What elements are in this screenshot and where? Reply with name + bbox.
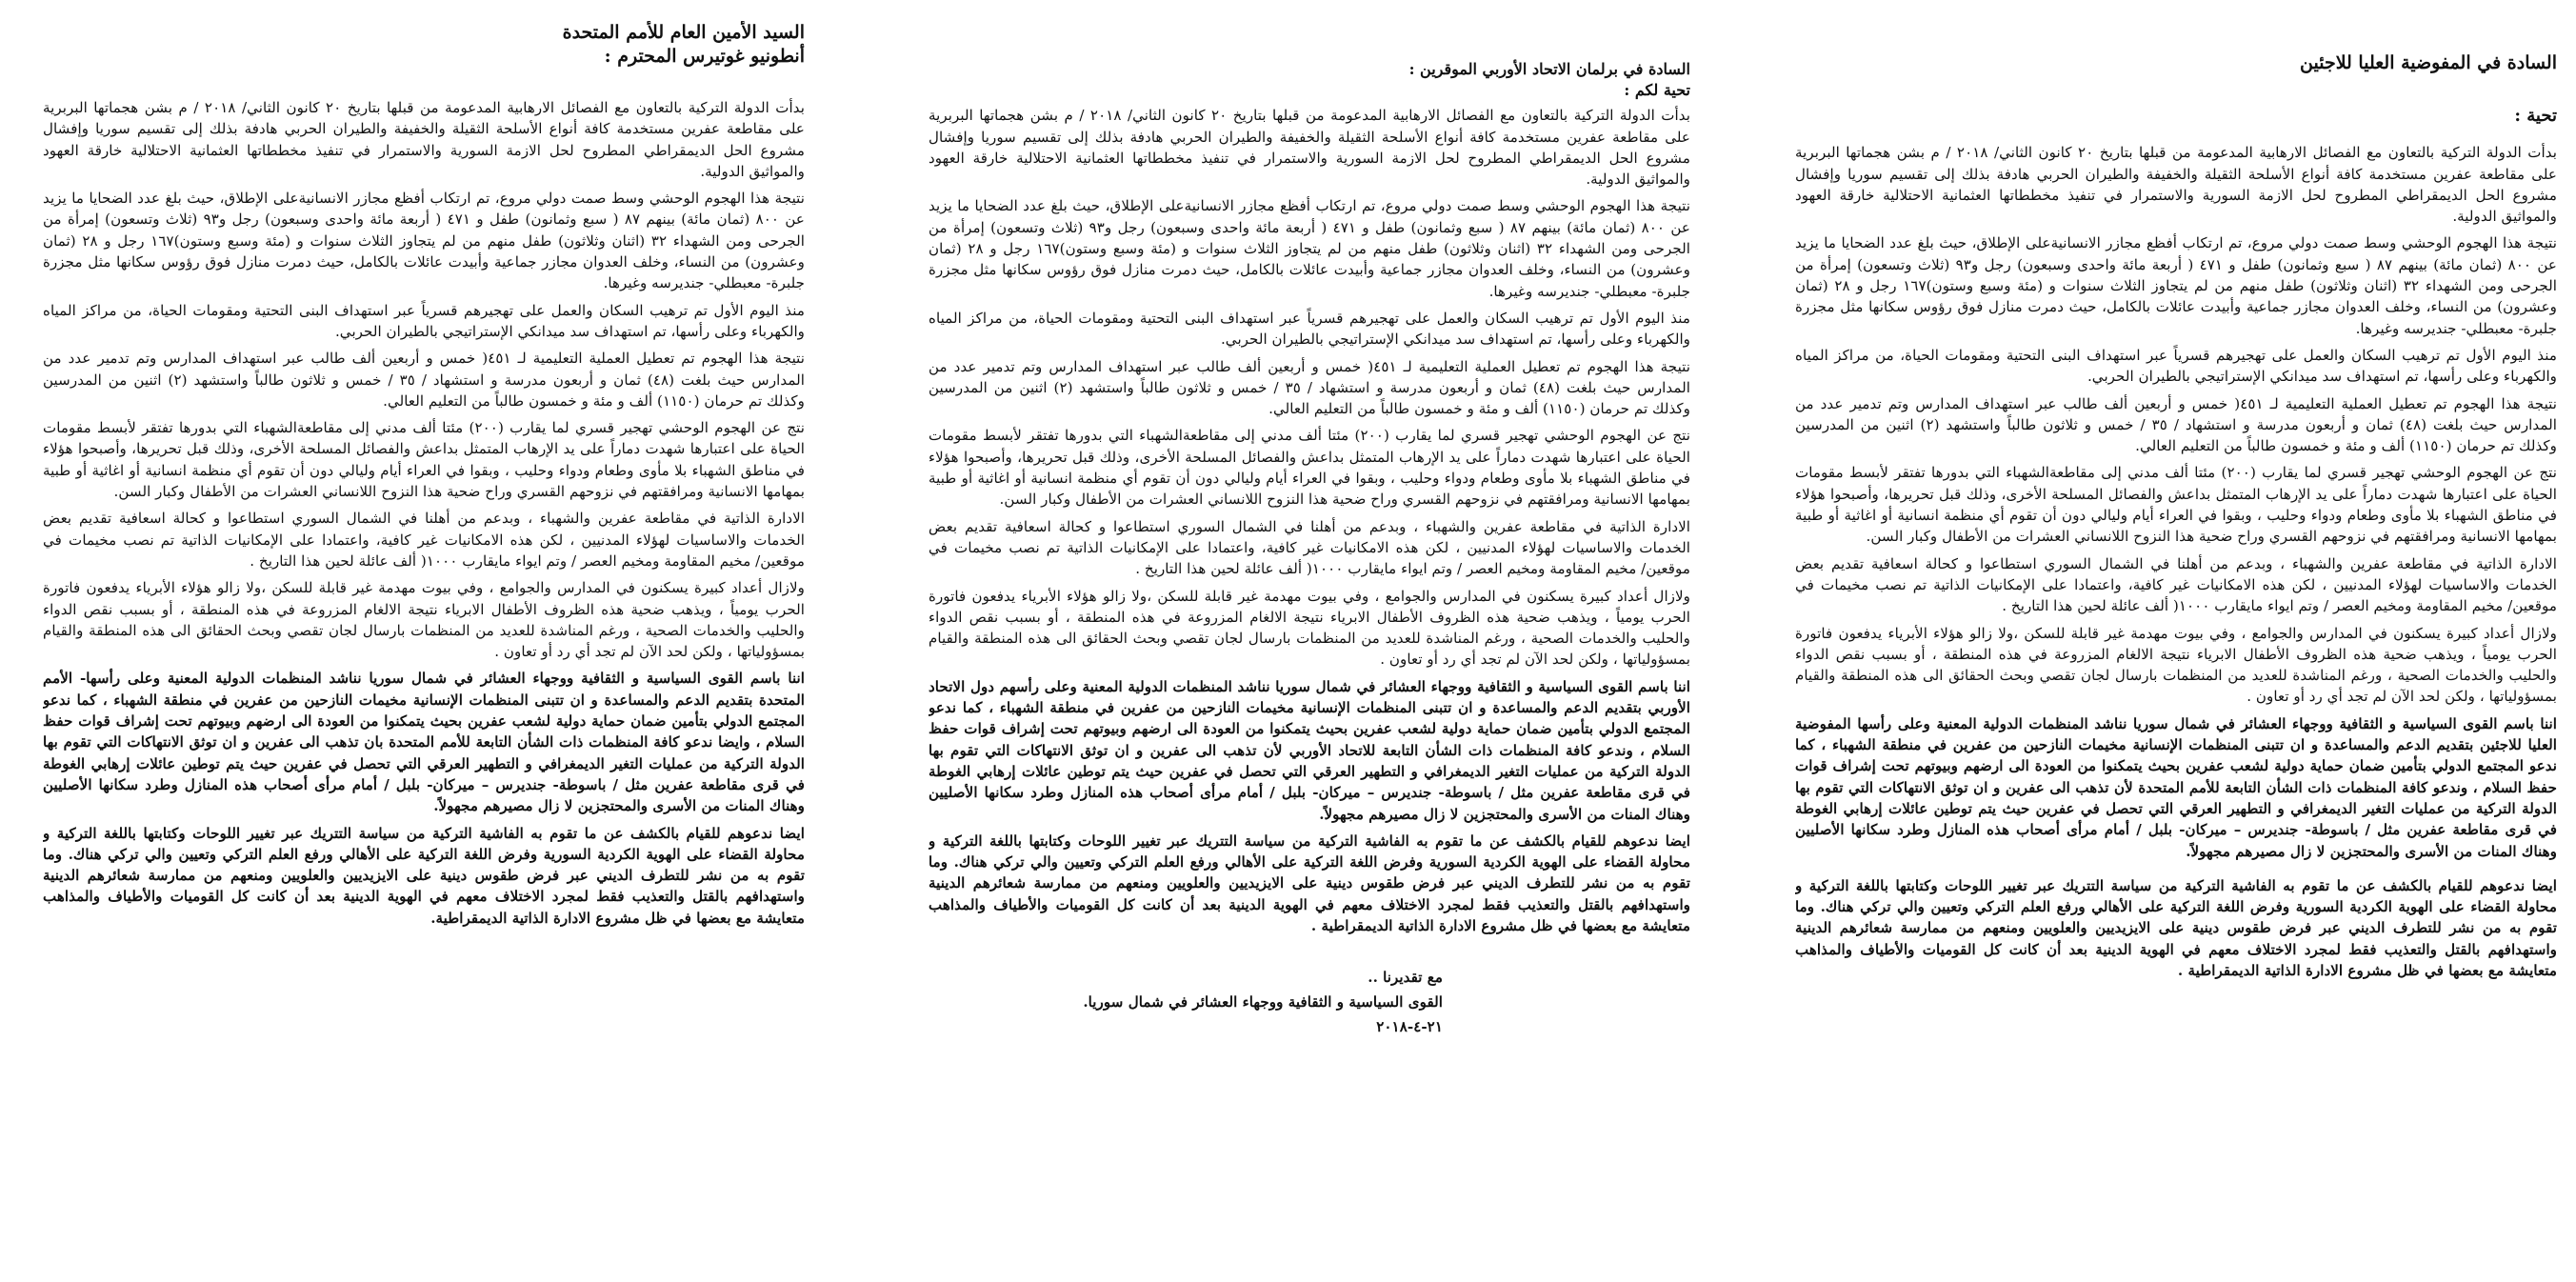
body-paragraph: نتيجة هذا الهجوم تم تعطيل العملية التعليمية لـ ٤٥١( خمس و أربعين ألف طالب عبر استهداف المدارس وتم تدمير عدد من المدارس حيث بلغت (٤٨) ثمان و أربعون مدرسة و استشهاد / ٣٥ / خمس و ثلاثون طالباً واستشهد (٢) اثنين من المدرسين وكذلك تم حرمان (١١٥٠) ألف و مئة و خمسون طالباً من التعليم العالي.: [43, 350, 805, 410]
letter-greeting: تحية لكم :: [1624, 81, 1690, 99]
body-paragraph: نتيجة هذا الهجوم تم تعطيل العملية التعليمية لـ ٤٥١( خمس و أربعين ألف طالب عبر استهداف المدارس وتم تدمير عدد من المدارس حيث بلغت (٤٨) ثمان و أربعون مدرسة و استشهاد / ٣٥ / خمس و ثلاثون طالباً واستشهد (٢) اثنين من المدرسين وكذلك تم حرمان (١١٥٠) ألف و مئة و خمسون طالباً من التعليم العالي.: [929, 357, 1690, 418]
body-paragraph: بدأت الدولة التركية بالتعاون مع الفصائل الارهابية المدعومة من قبلها بتاريخ ٢٠ كانون الثاني/ ٢٠١٨ / م بشن هجماتها البربرية على مقاطعة عفرين مستخدمة كافة أنواع الأسلحة الثقيلة والخفيفة والطيران الحربي هادفة بذلك إلى تقسيم سوريا وإفشال مشروع الحل الديمقراطي المطروح لحل الازمة السورية والاستمرار في تنفيذ مخططاتها العثمانية الاحتلالية خارقة العهود والمواثيق الدولية.: [929, 107, 1690, 189]
body-paragraph: ولازال أعداد كبيرة يسكنون في المدارس والجوامع ، وفي بيوت مهدمة غير قابلة للسكن ،ولا زالو هؤلاء الأبرياء يدفعون فاتورة الحرب يومياً ، ويذهب ضحية هذه الظروف الأطفال الابرياء نتيجة الالغام المزروعة في هذه المنطقة ، أو بسبب نقص الدواء والحليب والخدمات الصحية ، ورغم المناشدة للعديد من المنظمات بارسال لجان تقصي وبحث الحقائق الى هذه المنطقة والقيام بمسؤولياتها ، ولكن لحد الآن لم تجد أي رد أو تعاون .: [929, 587, 1690, 669]
letter-addressee: السادة في المفوضية العليا للاجئين: [2300, 52, 2557, 73]
appeal-paragraph: ايضا ندعوهم للقيام بالكشف عن ما تقوم به الفاشية التركية من سياسة التتريك عبر تغيير اللوحات وكتابتها باللغة التركية و محاولة القضاء على الهوية الكردية السورية وفرض اللغة التركية على الأهالي ورفع العلم التركي وتعيين والي تركي هناك. وما تقوم به من نشر للتطرف الديني عبر فرض طقوس دينية على الايزيديين والعلويين ومنعهم من ممارسة شعائرهم الدينية واستهدافهم بالقتل والتعذيب فقط لمجرد الاختلاف معهم في الهوية الدينية بعد أن كانت كل القوميات والأطياف والمذاهب متعايشة مع بعضها في ظل مشروع الادارة الذاتية الديمقراطية .: [929, 831, 1690, 934]
body-paragraph: ولازال أعداد كبيرة يسكنون في المدارس والجوامع ، وفي بيوت مهدمة غير قابلة للسكن ،ولا زالو هؤلاء الأبرياء يدفعون فاتورة الحرب يومياً ، ويذهب ضحية هذه الظروف الأطفال الابرياء نتيجة الالغام المزروعة في هذه المنطقة ، أو بسبب نقص الدواء والحليب والخدمات الصحية ، ورغم المناشدة للعديد من المنظمات بارسال لجان تقصي وبحث الحقائق الى هذه المنطقة والقيام بمسؤولياتها ، ولكن لحد الآن لم تجد أي رد أو تعاون .: [43, 579, 805, 661]
appeal-paragraph: ايضا ندعوهم للقيام بالكشف عن ما تقوم به الفاشية التركية من سياسة التتريك عبر تغيير اللوحات وكتابتها باللغة التركية و محاولة القضاء على الهوية الكردية السورية وفرض اللغة التركية على الأهالي ورفع العلم التركي وتعيين والي تركي هناك. وما تقوم به من نشر للتطرف الديني عبر فرض طقوس دينية على الايزيديين والعلويين ومنعهم من ممارسة شعائرهم الدينية واستهدافهم بالقتل والتعذيب فقط لمجرد الاختلاف معهم في الهوية الدينية بعد أن كانت كل القوميات والأطياف والمذاهب متعايشة مع بعضها في ظل مشروع الادارة الذاتية الديمقراطية.: [43, 824, 805, 927]
body-paragraph: نتج عن الهجوم الوحشي تهجير قسري لما يقارب (٢٠٠) مئتا ألف مدني إلى مقاطعةالشهباء التي بدورها تفتقر لأبسط مقومات الحياة على اعتبارها شهدت دماراً على يد الإرهاب المتمثل بداعش والفصائل المسلحة الأخرى، وذلك قبل تحريرها، وأصبحوا هؤلاء في مناطق الشهباء بلا مأوى وطعام ودواء وحليب ، وبقوا في العراء أيام وليالي دون أن تقوم أي منظمة انسانية أو اغاثية أو طبية بمهامها الانسانية ومرافقتهم في نزوحهم القسري وراح ضحية هذا النزوح اللانساني العشرات من الأطفال وكبار السن.: [929, 427, 1690, 509]
letter-eu: [929, 21, 1690, 1274]
body-paragraph: نتيجة هذا الهجوم الوحشي وسط صمت دولي مروع، تم ارتكاب أفظع مجازر الانسانيةعلى الإطلاق، حيث بلغ عدد الضحايا ما يزيد عن ٨٠٠ (ثمان مائة) بينهم ٨٧ ( سبع وثمانون) طفل و ٤٧١ ( أربعة مائة واحدى وسبعون) رجل و٩٣ (ثلاث وتسعون) إمرأة من الجرحى ومن الشهداء ٣٢ (اثنان وثلاثون) طفل منهم من لم يتجاوز الثلاث سنوات و (مئة وسبع وستون)١٦٧ رجل و ٢٨ (ثمان وعشرون) من النساء، وخلف العدوان مجازر جماعية وأبيدت عائلات بالكامل، حيث دمرت منازل فوق رؤوس سكانها مثل مجزرة جلبرة- معبطلي- جنديرسه وغيرها.: [1795, 234, 2557, 337]
letter-addressee-name: أنطونيو غوتيرس المحترم :: [604, 46, 805, 67]
letter-date: ٢١-٤-٢٠١٨: [1376, 1018, 1443, 1036]
body-paragraph: ولازال أعداد كبيرة يسكنون في المدارس والجوامع ، وفي بيوت مهدمة غير قابلة للسكن ،ولا زالو هؤلاء الأبرياء يدفعون فاتورة الحرب يومياً ، ويذهب ضحية هذه الظروف الأطفال الابرياء نتيجة الالغام المزروعة في هذه المنطقة ، أو بسبب نقص الدواء والحليب والخدمات الصحية ، ورغم المناشدة للعديد من المنظمات بارسال لجان تقصي وبحث الحقائق الى هذه المنطقة والقيام بمسؤولياتها ، ولكن لحد الآن لم تجد أي رد أو تعاون .: [1795, 624, 2557, 706]
letter-un-sg: [43, 21, 805, 1274]
body-paragraph: نتج عن الهجوم الوحشي تهجير قسري لما يقارب (٢٠٠) مئتا ألف مدني إلى مقاطعةالشهباء التي بدورها تفتقر لأبسط مقومات الحياة على اعتبارها شهدت دماراً على يد الإرهاب المتمثل بداعش والفصائل المسلحة الأخرى، وذلك قبل تحريرها، وأصبحوا هؤلاء في مناطق الشهباء بلا مأوى وطعام ودواء وحليب ، وبقوا في العراء أيام وليالي دون أن تقوم أي منظمة انسانية أو اغاثية أو طبية بمهامها الانسانية ومرافقتهم في نزوحهم القسري وراح ضحية هذا النزوح اللانساني العشرات من الأطفال وكبار السن.: [43, 419, 805, 501]
body-paragraph: نتيجة هذا الهجوم تم تعطيل العملية التعليمية لـ ٤٥١( خمس و أربعين ألف طالب عبر استهداف المدارس وتم تدمير عدد من المدارس حيث بلغت (٤٨) ثمان و أربعون مدرسة و استشهاد / ٣٥ / خمس و ثلاثون طالباً واستشهد (٢) اثنين من المدرسين وكذلك تم حرمان (١١٥٠) ألف و مئة و خمسون طالباً من التعليم العالي.: [1795, 394, 2557, 455]
body-paragraph: نتيجة هذا الهجوم الوحشي وسط صمت دولي مروع، تم ارتكاب أفظع مجازر الانسانيةعلى الإطلاق، حيث بلغ عدد الضحايا ما يزيد عن ٨٠٠ (ثمان مائة) بينهم ٨٧ ( سبع وثمانون) طفل و ٤٧١ ( أربعة مائة واحدى وسبعون) رجل و٩٣ (ثلاث وتسعون) إمرأة من الجرحى ومن الشهداء ٣٢ (اثنان وثلاثون) طفل منهم من لم يتجاوز الثلاث سنوات و (مئة وسبع وستون)١٦٧ رجل و ٢٨ (ثمان وعشرون) من النساء، وخلف العدوان مجازر جماعية وأبيدت عائلات بالكامل، حيث دمرت منازل فوق رؤوس سكانها مثل مجزرة جلبرة- معبطلي- جنديرسه وغيرها.: [929, 197, 1690, 300]
letter-greeting: تحية :: [2514, 106, 2557, 126]
body-paragraph: الادارة الذاتية في مقاطعة عفرين والشهباء ، وبدعم من أهلنا في الشمال السوري استطاعوا و كحالة اسعافية تقديم بعض الخدمات والاساسيات لهؤلاء المدنيين ، لكن هذه الامكانيات غير كافية، واعتمادا على الإمكانيات الذاتية تم نصب مخيمات في موقعين/ مخيم المقاومة ومخيم العصر / وتم ايواء مايقارب ١٠٠٠( ألف عائلة لحين هذا التاريخ .: [1795, 554, 2557, 615]
appeal-paragraph: اننا باسم القوى السياسية و الثقافية ووجهاء العشائر في شمال سوريا نناشد المنظمات الدولية المعنية وعلى رأسهم دول الاتحاد الأوربي بتقديم الدعم والمساعدة و ان تتبنى المنظمات الإنسانية مخيمات النازحين من عفرين في منطقة الشهباء ، كما ندعو المجتمع الدولي بتأمين ضمان حماية دولية لشعب عفرين بحيث يتمكنوا من العودة الى ارضهم وبيوتهم تحت إشراف قوات حفظ السلام ، وندعو كافة المنظمات ذات الشأن التابعة للاتحاد الأوربي لأن تذهب الى عفرين و ان توثق الانتهاكات التي تقوم بها الدولة التركية من عمليات التغير الديمغرافي و التطهير العرقي التي تحصل في عفرين حيث يتم توطين عائلات إرهابي الغوطة في قرى مقاطعة عفرين مثل / باسوطة- جنديرس – ميركان- بلبل / أمام مرأى أصحاب هذه المنازل وطرد سكانها الأصليين وهناك المنات من الأسرى والمحتجزين لا زال مصيرهم مجهولاً.: [929, 677, 1690, 823]
appeal-paragraph: اننا باسم القوى السياسية و الثقافية ووجهاء العشائر في شمال سوريا نناشد المنظمات الدولية المعنية وعلى رأسها- الأمم المتحدة بتقديم الدعم والمساعدة و ان تتبنى المنظمات الإنسانية مخيمات النازحين من عفرين في منطقة الشهباء ، كما ندعو المجتمع الدولي بتأمين ضمان حماية دولية لشعب عفرين بحيث يتمكنوا من العودة الى ارضهم وبيوتهم تحت إشراف قوات حفظ السلام ، وايضا ندعو كافة المنظمات ذات الشأن التابعة للأمم المتحدة بان تذهب الى عفرين و ان توثق الانتهاكات التي تقوم بها الدولة التركية من عمليات التغير الديمغرافي و التطهير العرقي التي تحصل في عفرين حيث يتم توطين عائلات إرهابي الغوطة في قرى مقاطعة عفرين مثل / باسوطة- جنديرس – ميركان- بلبل / أمام مرأى أصحاب هذه المنازل وطرد سكانها الأصليين وهناك المنات من الأسرى والمحتجزين لا زال مصيرهم مجهولاً.: [43, 670, 805, 815]
body-paragraph: نتج عن الهجوم الوحشي تهجير قسري لما يقارب (٢٠٠) مئتا ألف مدني إلى مقاطعةالشهباء التي بدورها تفتقر لأبسط مقومات الحياة على اعتبارها شهدت دماراً على يد الإرهاب المتمثل بداعش والفصائل المسلحة الأخرى، وذلك قبل تحريرها، وأصبحوا هؤلاء في مناطق الشهباء بلا مأوى وطعام ودواء وحليب ، وبقوا في العراء أيام وليالي دون أن تقوم أي منظمة انسانية أو اغاثية أو طبية بمهامها الانسانية ومرافقتهم في نزوحهم القسري وراح ضحية هذا النزوح اللانساني العشرات من الأطفال وكبار السن.: [1795, 464, 2557, 546]
letter-addressee: السادة في برلمان الاتحاد الأوربي الموقرين :: [1408, 60, 1690, 78]
body-paragraph: الادارة الذاتية في مقاطعة عفرين والشهباء ، وبدعم من أهلنا في الشمال السوري استطاعوا و كحالة اسعافية تقديم بعض الخدمات والاساسيات لهؤلاء المدنيين ، لكن هذه الامكانيات غير كافية، واعتمادا على الإمكانيات الذاتية تم نصب مخيمات في موقعين/ مخيم المقاومة ومخيم العصر / وتم ايواء مايقارب ١٠٠٠( ألف عائلة لحين هذا التاريخ .: [929, 517, 1690, 578]
letter-unhcr: [1795, 21, 2557, 1274]
signatory: القوى السياسية و الثقافية ووجهاء العشائر في شمال سوريا.: [1083, 993, 1443, 1012]
appeal-paragraph: اننا باسم القوى السياسية و الثقافية ووجهاء العشائر في شمال سوريا نناشد المنظمات الدولية المعنية وعلى رأسها المفوضية العليا للاجئين بتقديم الدعم والمساعدة و ان تتبنى المنظمات الإنسانية مخيمات النازحين من عفرين في منطقة الشهباء ، كما ندعو المجتمع الدولي بتأمين ضمان حماية دولية لشعب عفرين بحيث يتمكنوا من العودة الى ارضهم وبيوتهم تحت إشراف قوات حفظ السلام ، وندعو كافة المنظمات ذات الشأن التابعة للأمم المتحدة لأن تذهب الى عفرين و ان توثق الانتهاكات التي تقوم بها الدولة التركية من عمليات التغير الديمغرافي و التطهير العرقي التي تحصل في عفرين حيث يتم توطين عائلات إرهابي الغوطة في قرى مقاطعة عفرين مثل / باسوطة- جنديرس – ميركان- بلبل / أمام مرأى أصحاب هذه المنازل وطرد سكانها الأصليين وهناك المنات من الأسرى والمحتجزين لا زال مصيرهم مجهولاً.: [1795, 714, 2557, 860]
closing-line: مع تقديرنا ..: [1368, 969, 1443, 987]
signature-block: [929, 965, 1443, 1039]
appeal-paragraph: ايضا ندعوهم للقيام بالكشف عن ما تقوم به الفاشية التركية من سياسة التتريك عبر تغيير اللوحات وكتابتها باللغة التركية و محاولة القضاء على الهوية الكردية السورية وفرض اللغة التركية على الأهالي ورفع العلم التركي وتعيين والي تركي هناك. وما تقوم به من نشر للتطرف الديني عبر فرض طقوس دينية على الايزيديين والعلويين ومنعهم من ممارسة شعائرهم الدينية واستهدافهم بالقتل والتعذيب فقط لمجرد الاختلاف معهم في الهوية الدينية بعد أن كانت كل القوميات والأطياف والمذاهب متعايشة مع بعضها في ظل مشروع الادارة الذاتية الديمقراطية .: [1795, 876, 2557, 979]
body-paragraph: منذ اليوم الأول تم ترهيب السكان والعمل على تهجيرهم قسرياً عبر استهداف البنى التحتية ومقومات الحياة، من مراكز المياه والكهرباء وعلى رأسها، تم استهداف سد ميدانكي الإستراتيجي بالطيران الحربي.: [929, 309, 1690, 349]
spacer: [1795, 75, 2557, 106]
body-paragraph: منذ اليوم الأول تم ترهيب السكان والعمل على تهجيرهم قسرياً عبر استهداف البنى التحتية ومقومات الحياة، من مراكز المياه والكهرباء وعلى رأسها، تم استهداف سد ميدانكي الإستراتيجي بالطيران الحربي.: [43, 301, 805, 340]
body-paragraph: بدأت الدولة التركية بالتعاون مع الفصائل الارهابية المدعومة من قبلها بتاريخ ٢٠ كانون الثاني/ ٢٠١٨ / م بشن هجماتها البربرية على مقاطعة عفرين مستخدمة كافة أنواع الأسلحة الثقيلة والخفيفة والطيران الحربي هادفة بذلك إلى تقسيم سوريا وإفشال مشروع الحل الديمقراطي المطروح لحل الازمة السورية والاستمرار في تنفيذ مخططاتها العثمانية الاحتلالية خارقة العهود والمواثيق الدولية.: [1795, 144, 2557, 226]
body-paragraph: منذ اليوم الأول تم ترهيب السكان والعمل على تهجيرهم قسرياً عبر استهداف البنى التحتية ومقومات الحياة، من مراكز المياه والكهرباء وعلى رأسها، تم استهداف سد ميدانكي الإستراتيجي بالطيران الحربي.: [1795, 346, 2557, 386]
letter-addressee: السيد الأمين العام للأمم المتحدة: [562, 22, 805, 43]
body-paragraph: بدأت الدولة التركية بالتعاون مع الفصائل الارهابية المدعومة من قبلها بتاريخ ٢٠ كانون الثاني/ ٢٠١٨ / م بشن هجماتها البربرية على مقاطعة عفرين مستخدمة كافة أنواع الأسلحة الثقيلة والخفيفة والطيران الحربي هادفة بذلك إلى تقسيم سوريا وإفشال مشروع الحل الديمقراطي المطروح لحل الازمة السورية والاستمرار في تنفيذ مخططاتها العثمانية الاحتلالية خارقة العهود والمواثيق الدولية.: [43, 99, 805, 180]
body-paragraph: الادارة الذاتية في مقاطعة عفرين والشهباء ، وبدعم من أهلنا في الشمال السوري استطاعوا و كحالة اسعافية تقديم بعض الخدمات والاساسيات لهؤلاء المدنيين ، لكن هذه الامكانيات غير كافية، واعتمادا على الإمكانيات الذاتية تم نصب مخيمات في موقعين/ مخيم المقاومة ومخيم العصر / وتم ايواء مايقارب ١٠٠٠( ألف عائلة لحين هذا التاريخ .: [43, 510, 805, 570]
body-paragraph: نتيجة هذا الهجوم الوحشي وسط صمت دولي مروع، تم ارتكاب أفظع مجازر الانسانيةعلى الإطلاق، حيث بلغ عدد الضحايا ما يزيد عن ٨٠٠ (ثمان مائة) بينهم ٨٧ ( سبع وثمانون) طفل و ٤٧١ ( أربعة مائة واحدى وسبعون) رجل و٩٣ (ثلاث وتسعون) إمرأة من الجرحى ومن الشهداء ٣٢ (اثنان وثلاثون) طفل منهم من لم يتجاوز الثلاث سنوات و (مئة وسبع وستون)١٦٧ رجل و ٢٨ (ثمان وعشرون) من النساء، وخلف العدوان مجازر جماعية وأبيدت عائلات بالكامل، حيث دمرت منازل فوق رؤوس سكانها مثل مجزرة جلبرة- معبطلي- جنديرسه وغيرها.: [43, 190, 805, 292]
